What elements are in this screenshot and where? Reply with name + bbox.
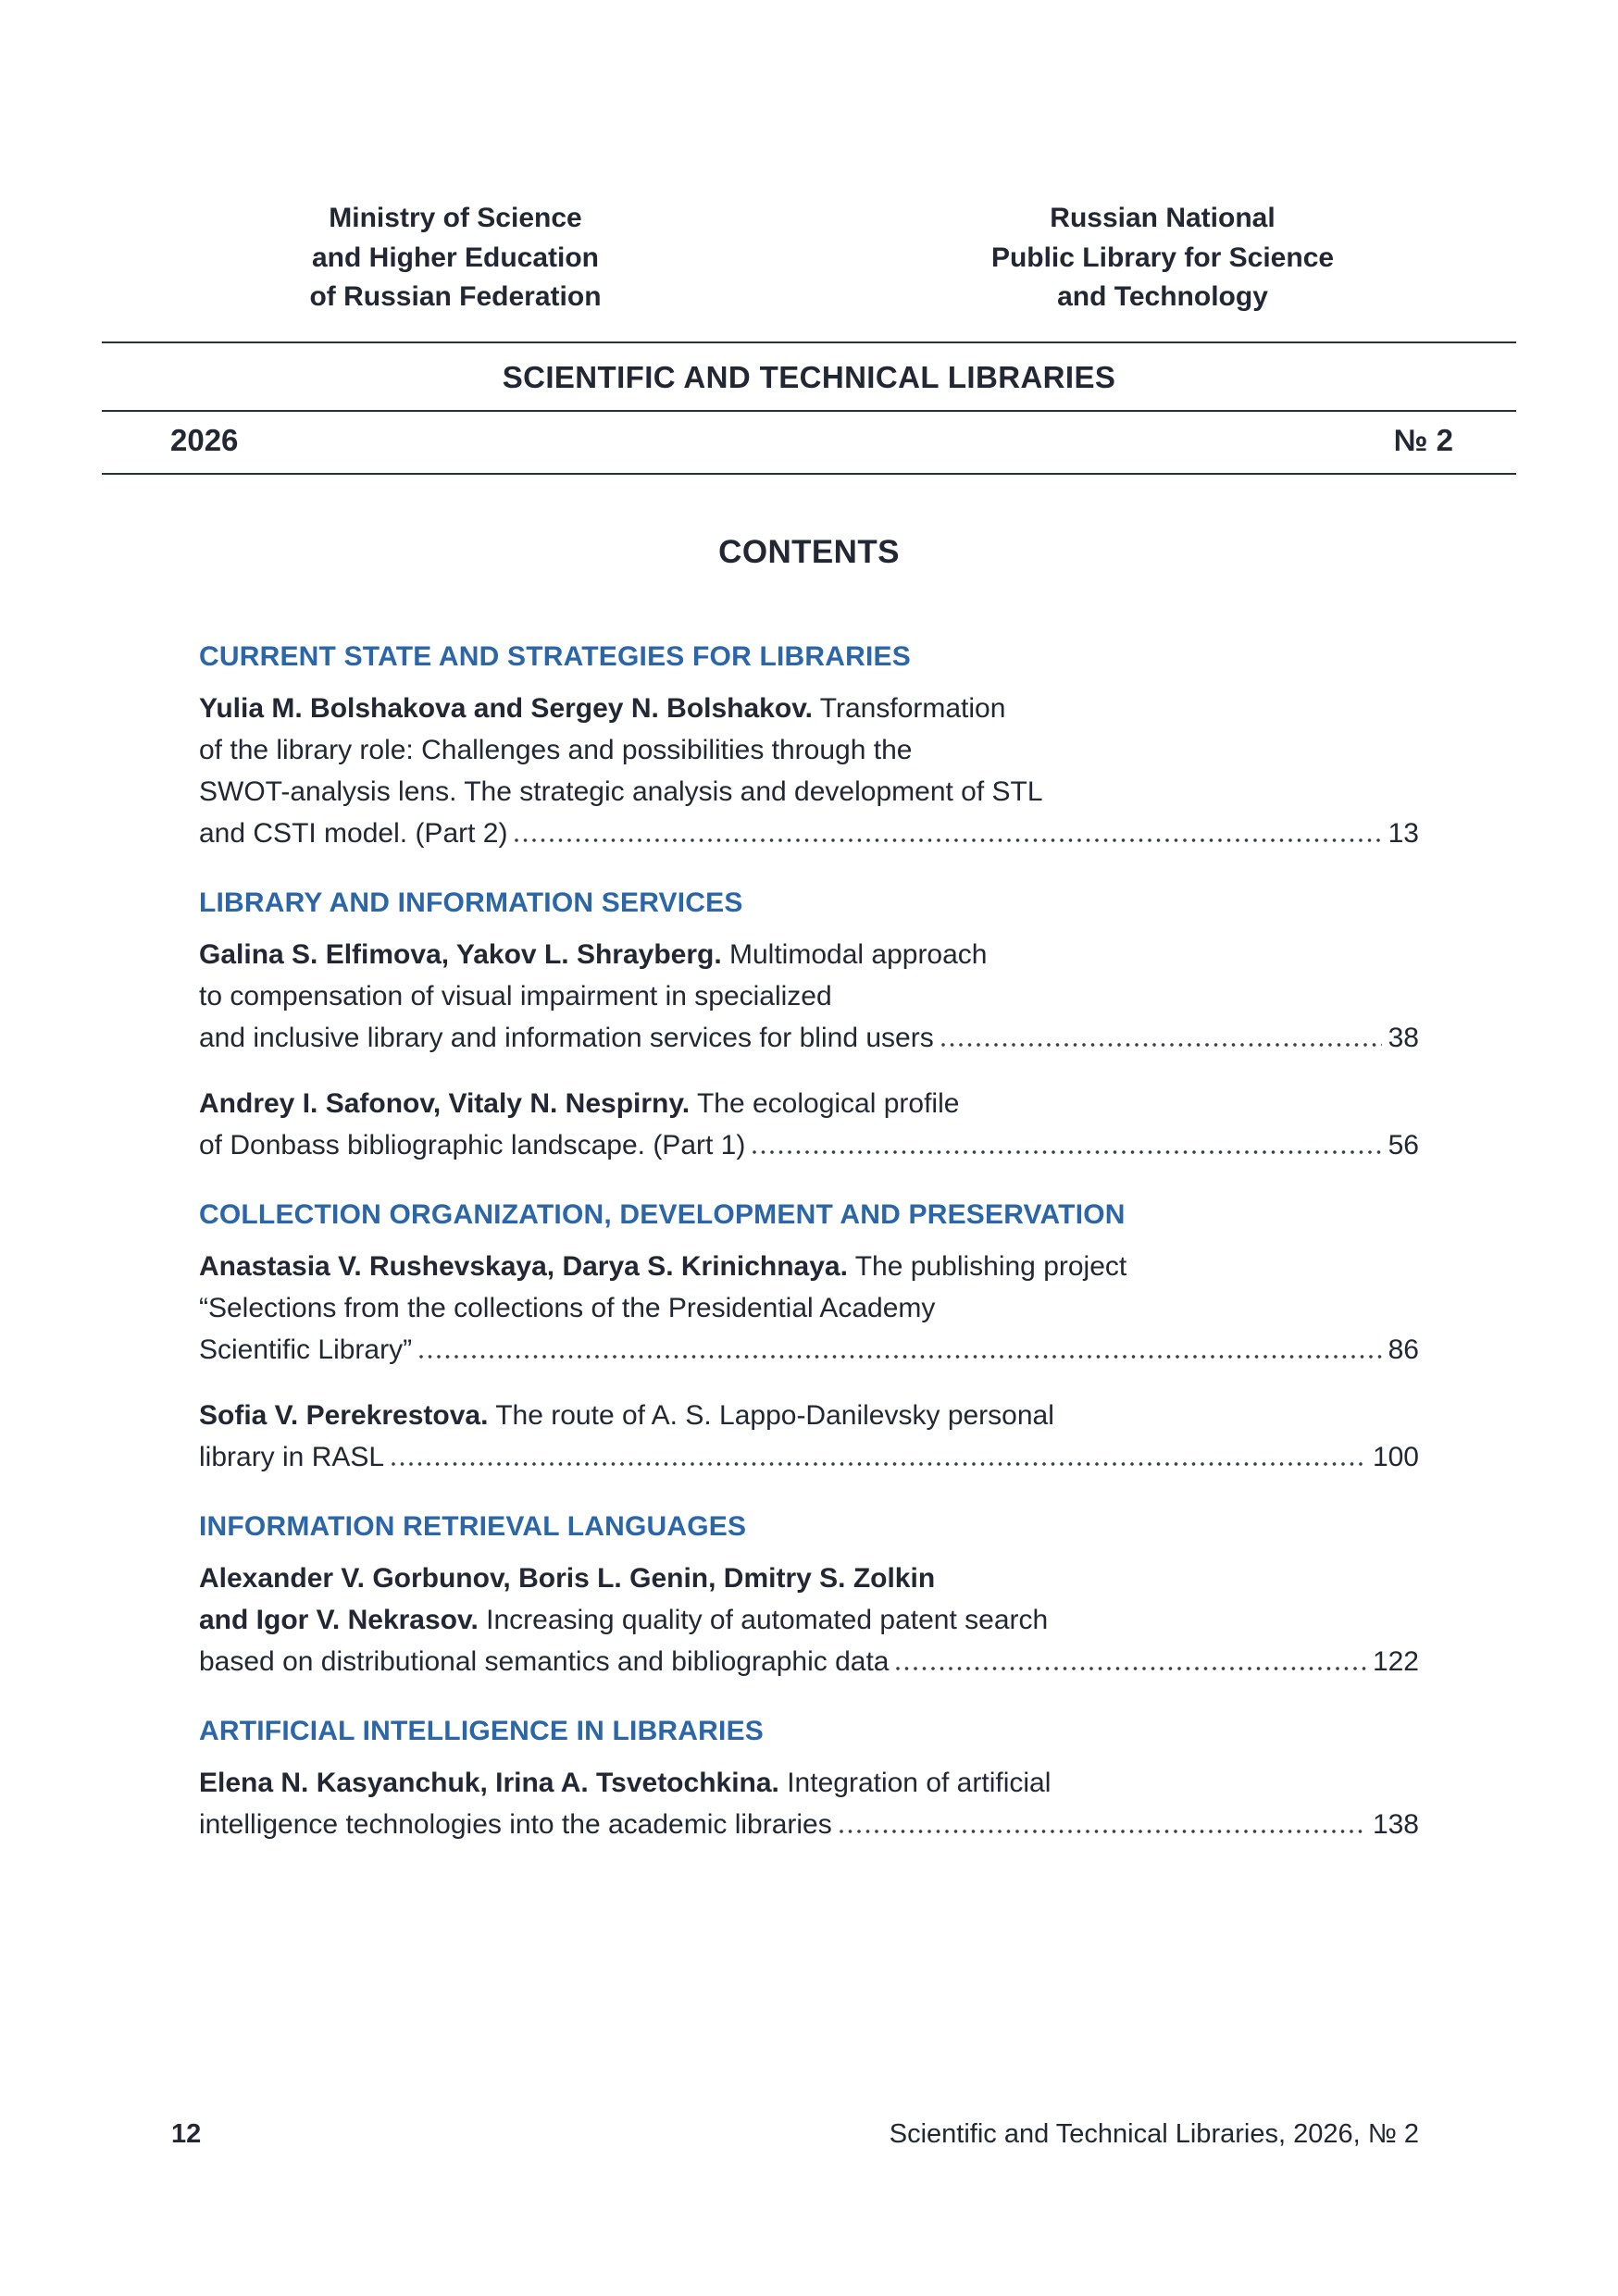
toc-entry-authors: Sofia V. Perekrestova. — [199, 1399, 489, 1431]
toc-entry-title-text: to compensation of visual impairment in specialized — [199, 980, 832, 1011]
toc-entry-title-text: and inclusive library and information services for blind users — [199, 1022, 934, 1053]
toc-entry-line — [199, 688, 1419, 729]
org-left-line: of Russian Federation — [309, 281, 602, 313]
org-left — [102, 199, 809, 317]
toc-entry-page-number: 138 — [1372, 1808, 1419, 1840]
toc-entry-text — [199, 1293, 935, 1323]
toc-entry-text — [199, 981, 832, 1011]
toc-entry-text — [199, 693, 1005, 724]
toc-entry — [199, 1395, 1419, 1478]
toc-section-heading: COLLECTION ORGANIZATION, DEVELOPMENT AND PRESERVATION — [199, 1198, 1126, 1230]
toc-entry-line — [199, 813, 1419, 854]
divider-rule-bottom — [102, 473, 1516, 475]
toc-entry-text — [199, 1329, 412, 1371]
org-right — [809, 199, 1516, 317]
toc-entry — [199, 1558, 1419, 1682]
toc-entry-authors: and Igor V. Nekrasov. — [199, 1604, 479, 1635]
toc-entry-title-text: “Selections from the collections of the Presidential Academy — [199, 1292, 936, 1323]
toc-entry-page-number: 56 — [1388, 1129, 1419, 1160]
toc-entry-text — [199, 1124, 745, 1166]
toc-entry-line — [199, 1641, 1419, 1682]
toc-entry-line — [199, 1804, 1419, 1845]
toc-entry-title-text: The route of A. S. Lappo-Danilevsky personal — [488, 1399, 1054, 1431]
toc-entry-title-text: based on distributional semantics and bibliographic data — [199, 1645, 890, 1677]
publication-year: 2026 — [170, 422, 239, 457]
toc-entry-page-number: 13 — [1388, 817, 1419, 849]
contents-heading: CONTENTS — [718, 533, 900, 570]
toc-entry-authors: Anastasia V. Rushevskaya, Darya S. Krinichnaya. — [199, 1250, 848, 1282]
toc-entry-text — [199, 1768, 1051, 1798]
toc-entry-title-text: Integration of artificial — [778, 1767, 1052, 1798]
toc-section-heading: LIBRARY AND INFORMATION SERVICES — [199, 887, 743, 918]
toc-entry-line — [199, 1329, 1419, 1371]
toc-entry-title-text: and CSTI model. (Part 2) — [199, 817, 508, 849]
footer-page-number: 12 — [171, 2119, 202, 2149]
toc-entry-text — [199, 1605, 1048, 1635]
toc-entry-title-text: of the library role: Challenges and possibilities through the — [199, 734, 913, 765]
toc-entry-line — [199, 1762, 1419, 1804]
toc-entry-line — [199, 975, 1419, 1017]
toc-entry-text — [199, 1563, 935, 1594]
dot-leader — [941, 1043, 1382, 1047]
toc-entry-line — [199, 1287, 1419, 1329]
org-right-line: and Technology — [1057, 281, 1268, 313]
toc-entry-authors: Alexander V. Gorbunov, Boris L. Genin, Dmitry S. Zolkin — [199, 1562, 936, 1594]
org-left-line: Ministry of Science — [329, 203, 582, 233]
dot-leader — [896, 1667, 1365, 1670]
page-header — [102, 199, 1516, 317]
org-right-line: Public Library for Science — [990, 242, 1335, 273]
toc-entry-title-text: Increasing quality of automated patent search — [478, 1604, 1049, 1635]
toc-entry-authors: Andrey I. Safonov, Vitaly N. Nespirny. — [199, 1087, 691, 1119]
toc-entry-text — [199, 1641, 889, 1682]
divider-rule-top — [102, 341, 1516, 343]
toc-entry — [199, 1083, 1419, 1166]
toc-entry-line — [199, 771, 1419, 813]
toc-section-heading: ARTIFICIAL INTELLIGENCE IN LIBRARIES — [199, 1715, 764, 1746]
toc-entry-page-number: 122 — [1372, 1645, 1419, 1677]
issue-row — [102, 412, 1516, 473]
toc-entry-line — [199, 1246, 1419, 1287]
toc-entry-title-text: The ecological profile — [690, 1087, 960, 1119]
toc-entry — [199, 688, 1419, 854]
toc-entry-line — [199, 1558, 1419, 1599]
toc-entry-line — [199, 1436, 1419, 1478]
toc-entry-title-text: library in RASL — [199, 1441, 385, 1472]
toc-entry-text — [199, 939, 988, 970]
toc-entry-page-number: 86 — [1388, 1334, 1419, 1365]
toc-entry-title-text: SWOT-analysis lens. The strategic analysis and development of STL — [199, 776, 1043, 807]
toc-entry-authors: Elena N. Kasyanchuk, Irina A. Tsvetochkina. — [199, 1767, 779, 1798]
org-left-line: and Higher Education — [311, 242, 600, 273]
toc-entry-page-number: 38 — [1388, 1022, 1419, 1053]
toc-entry-line — [199, 1083, 1419, 1124]
dot-leader — [515, 838, 1381, 842]
toc-entry-page-number: 100 — [1372, 1441, 1419, 1472]
toc-entry-authors: Yulia M. Bolshakova and Sergey N. Bolshakov. — [199, 692, 813, 724]
toc-entry-line — [199, 1124, 1419, 1166]
dot-leader — [753, 1150, 1381, 1154]
toc-entry-title-text: Multimodal approach — [721, 938, 988, 970]
toc-entry-line — [199, 729, 1419, 771]
dot-leader — [419, 1355, 1382, 1359]
toc-section-heading: CURRENT STATE AND STRATEGIES FOR LIBRARIES — [199, 640, 911, 672]
issue-number: № 2 — [1393, 422, 1453, 457]
toc-entry-text — [199, 813, 507, 854]
toc-entry-authors: Galina S. Elfimova, Yakov L. Shrayberg. — [199, 938, 722, 970]
toc-entry-title-text: The publishing project — [847, 1250, 1127, 1282]
toc-entry — [199, 1762, 1419, 1845]
page-footer — [102, 2119, 1516, 2150]
toc-entry-title-text: of Donbass bibliographic landscape. (Part 1) — [199, 1129, 746, 1160]
toc-entry-text — [199, 1436, 384, 1478]
toc-entry-text — [199, 735, 912, 765]
toc-section-heading: INFORMATION RETRIEVAL LANGUAGES — [199, 1510, 747, 1542]
toc — [199, 608, 1419, 1869]
toc-entry — [199, 934, 1419, 1059]
toc-entry — [199, 1246, 1419, 1371]
toc-entry-title-text: intelligence technologies into the academic libraries — [199, 1808, 832, 1840]
journal-title: SCIENTIFIC AND TECHNICAL LIBRARIES — [502, 359, 1116, 394]
toc-entry-text — [199, 1088, 959, 1119]
toc-entry-line — [199, 1599, 1419, 1641]
org-right-line: Russian National — [1050, 203, 1276, 233]
toc-entry-title-text: Transformation — [813, 692, 1006, 724]
toc-entry-text — [199, 1017, 934, 1059]
toc-entry-text — [199, 776, 1043, 807]
toc-entry-line — [199, 934, 1419, 975]
dot-leader — [392, 1462, 1366, 1466]
toc-entry-text — [199, 1804, 832, 1845]
toc-entry-line — [199, 1017, 1419, 1059]
dot-leader — [840, 1830, 1366, 1833]
toc-entry-title-text: Scientific Library” — [199, 1334, 413, 1365]
toc-entry-text — [199, 1400, 1054, 1431]
toc-entry-text — [199, 1251, 1126, 1282]
footer-journal-reference: Scientific and Technical Libraries, 2026, № 2 — [889, 2119, 1419, 2149]
toc-entry-line — [199, 1395, 1419, 1436]
